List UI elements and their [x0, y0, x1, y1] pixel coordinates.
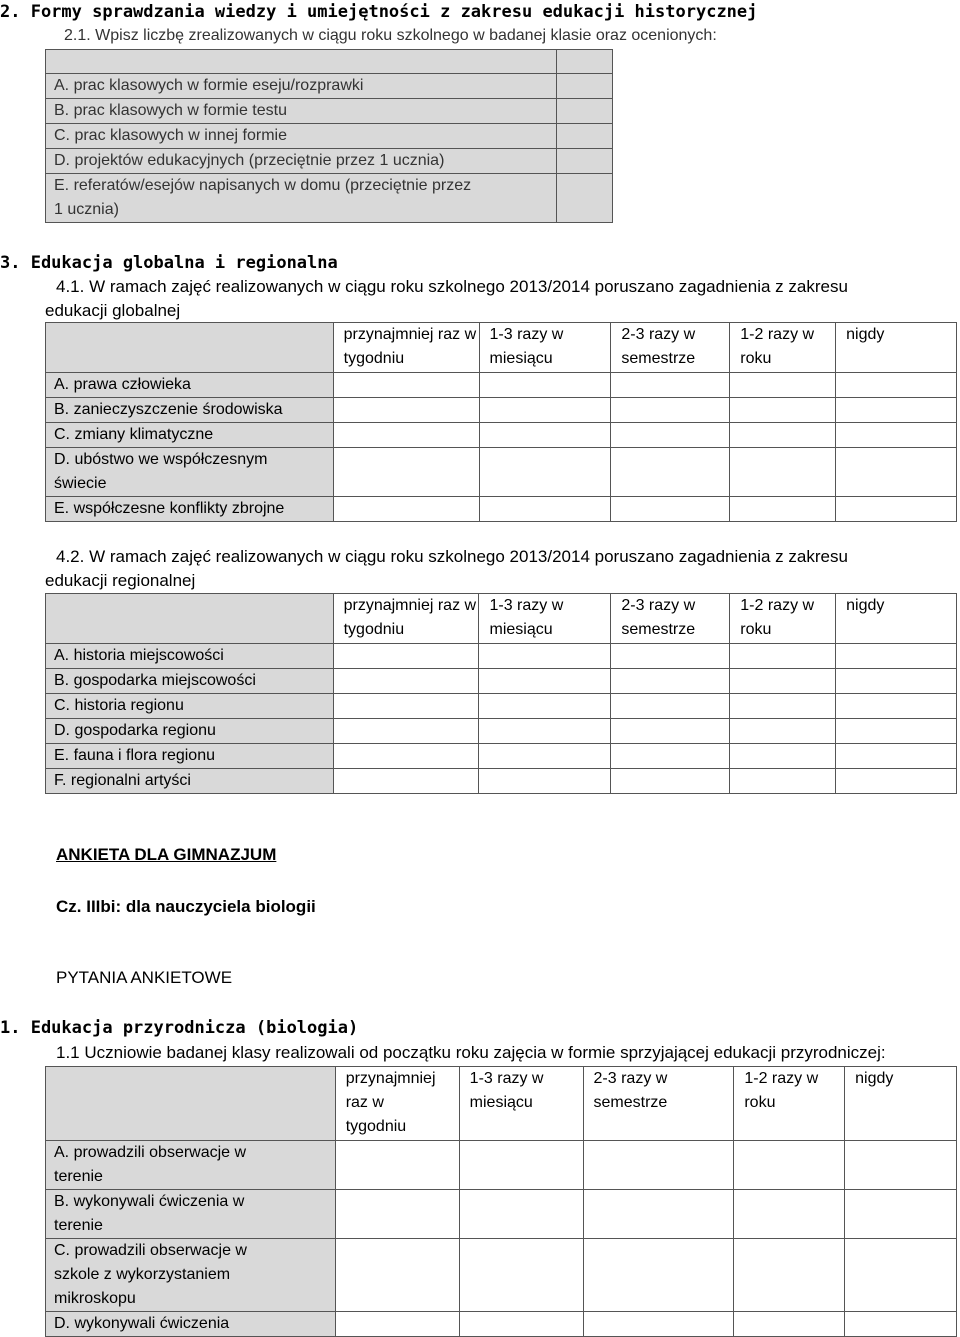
- value-cell[interactable]: [557, 124, 613, 149]
- table-row-label: E. fauna i flora regionu: [46, 744, 334, 769]
- answer-cell[interactable]: [611, 644, 730, 669]
- answer-cell[interactable]: [333, 644, 479, 669]
- answer-cell[interactable]: [734, 1190, 845, 1239]
- survey-title: ANKIETA DLA GIMNAZJUM: [56, 845, 277, 864]
- table-row-label: F. regionalni artyści: [46, 769, 334, 794]
- answer-cell[interactable]: [333, 719, 479, 744]
- table-row-label: D. wykonywali ćwiczenia: [46, 1312, 336, 1337]
- answer-cell[interactable]: [583, 1239, 734, 1312]
- answer-cell[interactable]: [845, 1141, 957, 1190]
- value-cell[interactable]: [557, 174, 613, 223]
- table-row-label: A. prowadzili obserwacje w terenie: [46, 1141, 336, 1190]
- answer-cell[interactable]: [583, 1312, 734, 1337]
- answer-cell[interactable]: [845, 1239, 957, 1312]
- question-4-1-line1: 4.1. W ramach zajęć realizowanych w ciągu roku szkolnego 2013/2014 poruszano zagadnienia z zakresu: [56, 277, 848, 296]
- answer-cell[interactable]: [479, 769, 611, 794]
- column-header: 1-3 razy w miesiącu: [479, 323, 611, 373]
- answer-cell[interactable]: [730, 644, 836, 669]
- column-header: 1-2 razy w roku: [730, 323, 836, 373]
- answer-cell[interactable]: [836, 719, 957, 744]
- section-3-title: 3. Edukacja globalna i regionalna: [0, 253, 338, 273]
- table-row-label: E. współczesne konflikty zbrojne: [46, 497, 334, 522]
- value-cell[interactable]: [557, 74, 613, 99]
- column-header: 1-3 razy w miesiącu: [479, 594, 611, 644]
- answer-cell[interactable]: [459, 1239, 583, 1312]
- answer-cell[interactable]: [479, 448, 611, 497]
- question-4-2-line2: edukacji regionalnej: [45, 571, 196, 590]
- column-header: 2-3 razy w semestrze: [611, 594, 730, 644]
- column-header: przynajmniej raz w tygodniu: [333, 323, 479, 373]
- answer-cell[interactable]: [734, 1312, 845, 1337]
- answer-cell[interactable]: [583, 1141, 734, 1190]
- answer-cell[interactable]: [459, 1190, 583, 1239]
- question-4-2-line1: 4.2. W ramach zajęć realizowanych w ciągu roku szkolnego 2013/2014 poruszano zagadnienia z zakresu: [56, 547, 848, 566]
- column-header: 1-3 razy w miesiącu: [459, 1067, 583, 1141]
- answer-cell[interactable]: [734, 1141, 845, 1190]
- regional-education-table: [45, 593, 957, 794]
- answer-cell[interactable]: [335, 1239, 459, 1312]
- answer-cell[interactable]: [479, 644, 611, 669]
- column-header: 2-3 razy w semestrze: [611, 323, 730, 373]
- answer-cell[interactable]: [335, 1141, 459, 1190]
- table-row-label: D. ubóstwo we współczesnym świecie: [46, 448, 334, 497]
- answer-cell[interactable]: [836, 694, 957, 719]
- column-header: 2-3 razy w semestrze: [583, 1067, 734, 1141]
- answer-cell[interactable]: [611, 744, 730, 769]
- value-cell[interactable]: [557, 50, 613, 74]
- answer-cell[interactable]: [730, 694, 836, 719]
- answer-cell[interactable]: [611, 769, 730, 794]
- table-row-label: D. projektów edukacyjnych (przeciętnie przez 1 ucznia): [46, 149, 557, 174]
- answer-cell[interactable]: [730, 373, 836, 398]
- answer-cell[interactable]: [730, 744, 836, 769]
- answer-cell[interactable]: [611, 423, 730, 448]
- answer-cell[interactable]: [333, 694, 479, 719]
- answer-cell[interactable]: [836, 423, 957, 448]
- answer-cell[interactable]: [611, 373, 730, 398]
- answer-cell[interactable]: [611, 497, 730, 522]
- answer-cell[interactable]: [836, 644, 957, 669]
- answer-cell[interactable]: [730, 669, 836, 694]
- answer-cell[interactable]: [333, 373, 479, 398]
- answer-cell[interactable]: [611, 719, 730, 744]
- answer-cell[interactable]: [333, 744, 479, 769]
- answer-cell[interactable]: [333, 423, 479, 448]
- table-row-label: B. gospodarka miejscowości: [46, 669, 334, 694]
- answer-cell[interactable]: [730, 497, 836, 522]
- answer-cell[interactable]: [333, 497, 479, 522]
- answer-cell[interactable]: [836, 398, 957, 423]
- answer-cell[interactable]: [730, 423, 836, 448]
- section-2-table: [45, 49, 613, 223]
- answer-cell[interactable]: [836, 448, 957, 497]
- answer-cell[interactable]: [836, 744, 957, 769]
- answer-cell[interactable]: [479, 694, 611, 719]
- survey-part: Cz. IIIbi: dla nauczyciela biologii: [56, 897, 316, 916]
- answer-cell[interactable]: [333, 448, 479, 497]
- table-row-label: C. prac klasowych w innej formie: [46, 124, 557, 149]
- column-header: przynajmniej raz w tygodniu: [335, 1067, 459, 1141]
- answer-cell[interactable]: [730, 719, 836, 744]
- section-1-title: 1. Edukacja przyrodnicza (biologia): [0, 1018, 359, 1038]
- answer-cell[interactable]: [836, 769, 957, 794]
- question-2-1: 2.1. Wpisz liczbę zrealizowanych w ciągu roku szkolnego w badanej klasie oraz ocenionych:: [64, 27, 717, 44]
- table-row-label: E. referatów/esejów napisanych w domu (przeciętnie przez 1 ucznia): [46, 174, 557, 223]
- answer-cell[interactable]: [479, 719, 611, 744]
- answer-cell[interactable]: [335, 1190, 459, 1239]
- table-row-label: B. wykonywali ćwiczenia w terenie: [46, 1190, 336, 1239]
- answer-cell[interactable]: [611, 398, 730, 423]
- answer-cell[interactable]: [845, 1190, 957, 1239]
- column-header: nigdy: [845, 1067, 957, 1141]
- answer-cell[interactable]: [836, 497, 957, 522]
- table-row-label: B. zanieczyszczenie środowiska: [46, 398, 334, 423]
- biology-table: [45, 1066, 957, 1337]
- table-row-label: C. prowadzili obserwacje w szkole z wykorzystaniem mikroskopu: [46, 1239, 336, 1312]
- answer-cell[interactable]: [730, 448, 836, 497]
- global-education-table: [45, 322, 957, 522]
- answer-cell[interactable]: [730, 398, 836, 423]
- answer-cell[interactable]: [333, 669, 479, 694]
- answer-cell[interactable]: [730, 769, 836, 794]
- question-1-1: 1.1 Uczniowie badanej klasy realizowali od początku roku zajęcia w formie sprzyjającej edukacji przyrodniczej:: [56, 1043, 886, 1062]
- answer-cell[interactable]: [335, 1312, 459, 1337]
- section-2-title: 2. Formy sprawdzania wiedzy i umiejętności z zakresu edukacji historycznej: [0, 2, 758, 22]
- answer-cell[interactable]: [611, 694, 730, 719]
- column-header: nigdy: [836, 323, 957, 373]
- answer-cell[interactable]: [459, 1312, 583, 1337]
- answer-cell[interactable]: [583, 1190, 734, 1239]
- table-row-label: A. prawa człowieka: [46, 373, 334, 398]
- column-header: nigdy: [836, 594, 957, 644]
- answer-cell[interactable]: [845, 1312, 957, 1337]
- answer-cell[interactable]: [479, 669, 611, 694]
- table-row-label: B. prac klasowych w formie testu: [46, 99, 557, 124]
- answer-cell[interactable]: [611, 448, 730, 497]
- table-row-label: A. historia miejscowości: [46, 644, 334, 669]
- answer-cell[interactable]: [611, 669, 730, 694]
- answer-cell[interactable]: [734, 1239, 845, 1312]
- answer-cell[interactable]: [459, 1141, 583, 1190]
- answer-cell[interactable]: [836, 669, 957, 694]
- column-header: 1-2 razy w roku: [730, 594, 836, 644]
- answer-cell[interactable]: [479, 423, 611, 448]
- table-row-label: C. zmiany klimatyczne: [46, 423, 334, 448]
- answer-cell[interactable]: [479, 497, 611, 522]
- table-row-label: A. prac klasowych w formie eseju/rozprawki: [46, 74, 557, 99]
- questions-heading: PYTANIA ANKIETOWE: [56, 968, 233, 987]
- answer-cell[interactable]: [333, 398, 479, 423]
- answer-cell[interactable]: [333, 769, 479, 794]
- value-cell[interactable]: [557, 99, 613, 124]
- value-cell[interactable]: [557, 149, 613, 174]
- answer-cell[interactable]: [479, 744, 611, 769]
- answer-cell[interactable]: [479, 398, 611, 423]
- table-row-label: C. historia regionu: [46, 694, 334, 719]
- column-header: 1-2 razy w roku: [734, 1067, 845, 1141]
- question-4-1-line2: edukacji globalnej: [45, 301, 181, 320]
- table-row-label: D. gospodarka regionu: [46, 719, 334, 744]
- answer-cell[interactable]: [836, 373, 957, 398]
- column-header: przynajmniej raz w tygodniu: [333, 594, 479, 644]
- answer-cell[interactable]: [479, 373, 611, 398]
